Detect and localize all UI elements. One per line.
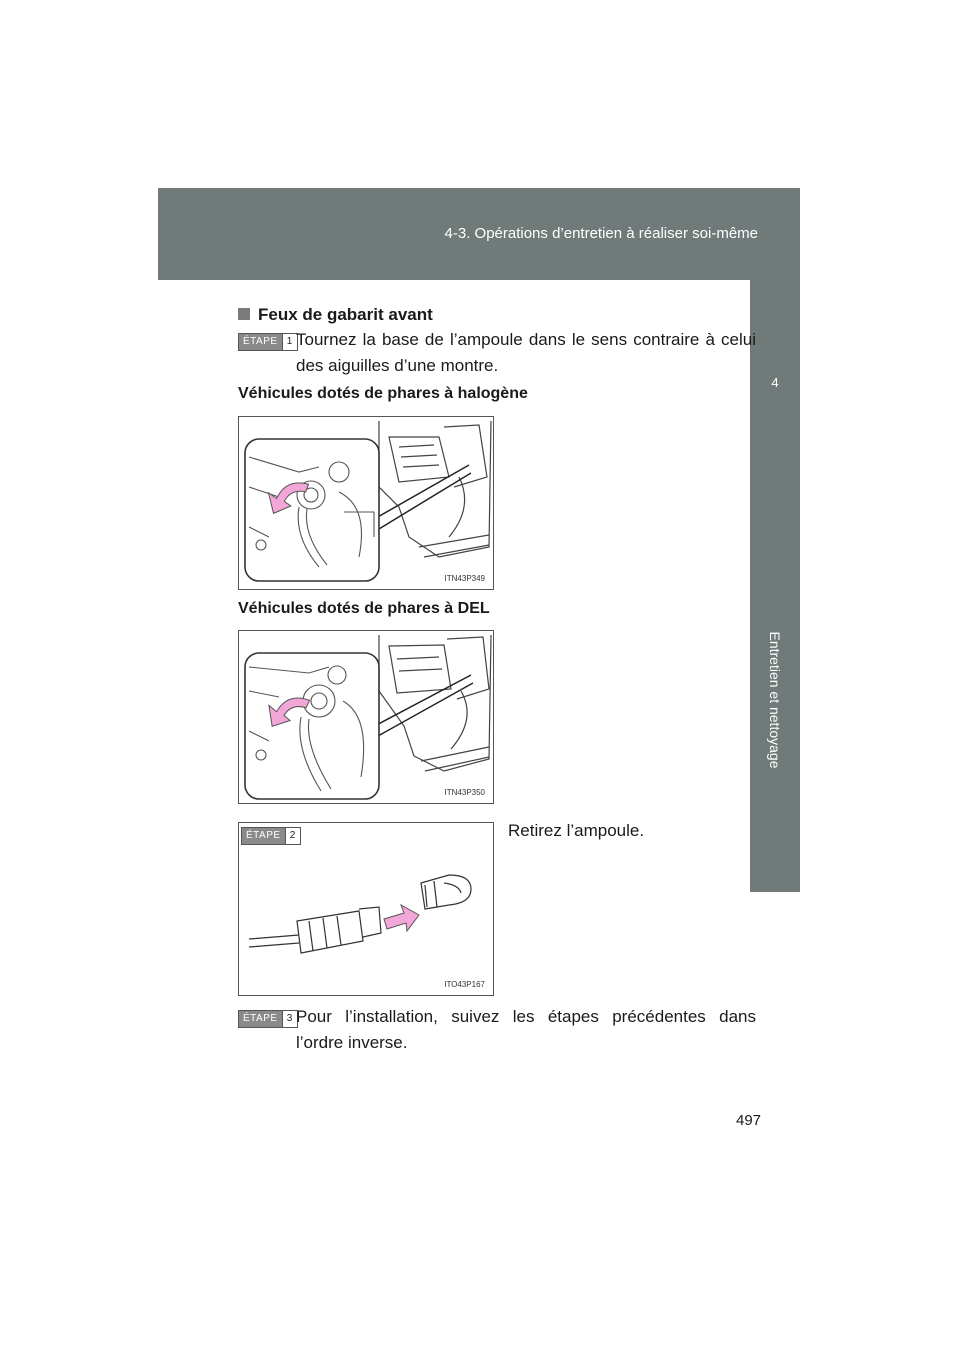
step-1-text: Tournez la base de l’ampoule dans le sens contraire à celui des aiguilles d’une montre. (296, 330, 756, 375)
section-heading (238, 305, 433, 325)
chapter-header-title: 4-3. Opérations d’entretien à réaliser soi-même (444, 225, 758, 242)
figure-code: ITN43P349 (444, 574, 485, 583)
step-word: ÉTAPE (239, 334, 282, 350)
step-number: 2 (285, 828, 300, 844)
step-word: ÉTAPE (242, 828, 285, 844)
step-2-text: Retirez l’ampoule. (508, 821, 645, 840)
step-number: 3 (282, 1011, 297, 1027)
subheading-halogen: Véhicules dotés de phares à halogène (238, 385, 528, 402)
subheading-led: Véhicules dotés de phares à DEL (238, 600, 490, 617)
illustration-bulb-removal (238, 822, 494, 996)
step-3-badge (238, 1010, 298, 1028)
step-number: 1 (282, 334, 297, 350)
headlamp-led-drawing (239, 631, 493, 803)
chapter-label: Entretien et nettoyage (767, 631, 783, 769)
chapter-side-tab (750, 280, 800, 892)
section-heading-text: Feux de gabarit avant (258, 305, 433, 324)
figure-code: ITN43P350 (444, 788, 485, 797)
step-1-badge (238, 333, 298, 351)
figure-code: ITO43P167 (444, 980, 485, 989)
square-bullet-icon (238, 308, 250, 320)
bulb-socket-drawing (239, 823, 493, 995)
illustration-halogen-headlamp (238, 416, 494, 590)
step-word: ÉTAPE (239, 1011, 282, 1027)
step-3-text: Pour l’installation, suivez les étapes précédentes dans l’ordre inverse. (296, 1007, 756, 1052)
headlamp-halogen-drawing (239, 417, 493, 589)
page-number: 497 (736, 1112, 762, 1129)
illustration-led-headlamp (238, 630, 494, 804)
chapter-number: 4 (771, 375, 779, 390)
chapter-header-bar (158, 188, 800, 280)
